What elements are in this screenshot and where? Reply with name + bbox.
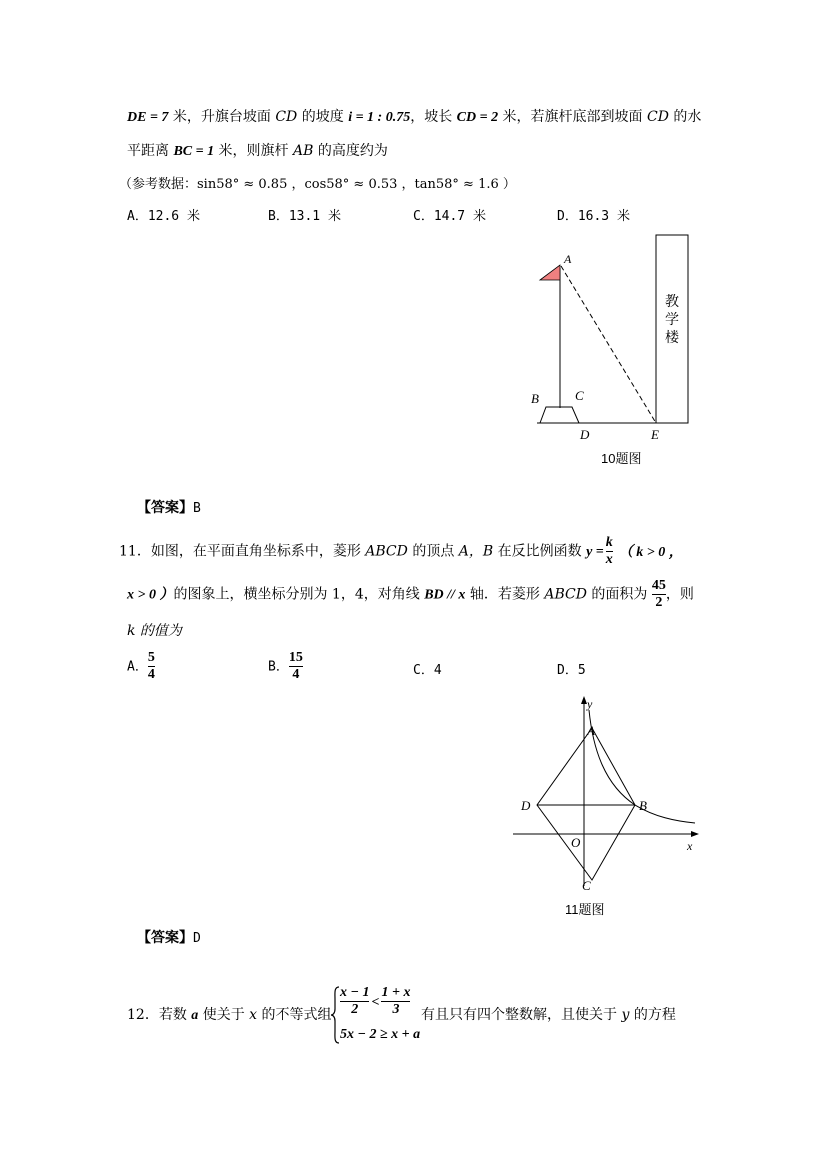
ineq-frac-1 [340, 985, 369, 1018]
answer-value: D [193, 931, 201, 946]
q11-cond-x: x > 0 ） [127, 587, 174, 603]
q11-option-b [268, 650, 303, 683]
frac-den: 2 [655, 595, 663, 610]
label-a: A [587, 723, 595, 738]
q11-area-frac [652, 578, 666, 611]
q12-inequality-system [330, 985, 420, 1045]
x-axis-arrow-icon [691, 831, 699, 837]
q11-text: 11．如图，在平面直角坐标系中，菱形 [119, 543, 366, 560]
q10-text: 米，若旗杆底部到坡面 [498, 109, 648, 125]
q10-cd: CD [647, 109, 669, 125]
figure-10-caption: 10题图 [601, 451, 642, 466]
ineq-frac-2 [381, 985, 410, 1018]
q12-a: a [191, 1008, 199, 1023]
q10-text: 平距离 [127, 143, 174, 159]
q10-reference-data: （参考数据：sin58° ≈ 0.85 ，cos58° ≈ 0.53 ，tan58° ≈ 1.6 ） [119, 177, 516, 192]
label-b: B [531, 391, 539, 406]
q12-ineq-1 [340, 985, 410, 1018]
label-o: O [571, 835, 581, 850]
q10-option-c: C．14.7 米 [413, 209, 486, 224]
q12-y: y [621, 1007, 630, 1023]
q12-line-1-end [421, 1004, 676, 1024]
q11-abcd: ABCD [544, 586, 587, 603]
q11-line-1 [119, 535, 683, 568]
q12-text: 12．若数 [127, 1007, 192, 1023]
answer-label: 【答案】 [137, 930, 193, 946]
q12-text: 的不等式组 [257, 1007, 332, 1023]
q10-de: DE = 7 [127, 110, 169, 125]
q11-cond-k: （ k > 0 ， [618, 544, 683, 560]
q10-cd-length: CD = 2 [456, 110, 499, 125]
q10-ab: AB [293, 143, 314, 159]
option-prefix: A． [127, 659, 148, 675]
frac-num: 5 [147, 650, 155, 665]
label-b: B [639, 798, 647, 813]
q11-figure [505, 690, 705, 920]
label-c: C [575, 388, 584, 403]
answer-value: B [193, 501, 201, 516]
q11-abcd: ABCD [365, 543, 408, 560]
q10-text: 米，升旗台坡面 [168, 109, 276, 125]
q11-text: 的面积为 [586, 586, 652, 603]
q11-text: 的顶点 [407, 543, 459, 560]
q10-text: 的高度约为 [313, 143, 388, 159]
option-prefix: B． [268, 659, 289, 675]
q11-func-y: y = [586, 544, 604, 560]
frac-num: 15 [288, 650, 303, 665]
label-a: A [564, 252, 572, 266]
label-d: D [521, 798, 531, 813]
q10-text: 米，则旗杆 [214, 143, 294, 159]
label-x: x [687, 839, 693, 853]
q12-text: 使关于 [198, 1007, 250, 1023]
q11-line-3: k 的值为 [127, 623, 182, 639]
q11-func-frac [606, 535, 613, 568]
building-label-3: 楼 [665, 330, 679, 346]
label-c: C [582, 878, 591, 893]
q12-text: 有且只有四个整数解，且使关于 [421, 1007, 622, 1023]
q11-ab: A，B [458, 543, 494, 560]
option-frac [289, 650, 303, 683]
q10-figure [520, 228, 700, 473]
q10-text: 的水 [668, 109, 702, 125]
rhombus-abcd [537, 728, 635, 880]
brace-icon [330, 985, 340, 1045]
q10-option-a: A．12.6 米 [127, 209, 200, 224]
q10-cd: CD [275, 109, 298, 125]
q10-line-1 [127, 106, 701, 126]
label-d: D [580, 427, 590, 442]
q12-ineq-2: 5x − 2 ≥ x + a [340, 1027, 421, 1042]
answer-label: 【答案】 [137, 500, 193, 516]
q12-text: 的方程 [629, 1007, 676, 1023]
frac-den: 4 [292, 667, 300, 682]
frac-num: k [605, 535, 613, 550]
q12-line-1-start [127, 1004, 332, 1024]
frac-den: 2 [351, 1002, 359, 1017]
q12-x: x [249, 1007, 258, 1023]
option-frac [148, 650, 155, 683]
q10-slope: i = 1 : 0.75 [348, 110, 411, 125]
q11-bd-parallel: BD // x [424, 587, 466, 603]
q10-answer [137, 497, 201, 517]
q11-text: 轴．若菱形 [465, 586, 545, 603]
frac-num: 45 [651, 578, 666, 593]
q11-option-c: C．4 [413, 663, 442, 678]
q11-text: ，则 [665, 586, 694, 603]
building-label-1: 教 [665, 294, 679, 310]
q10-bc: BC = 1 [173, 144, 215, 159]
frac-num: 1 + x [381, 985, 411, 1000]
flag-icon [540, 265, 560, 280]
q11-option-d: D．5 [557, 663, 586, 678]
q11-text: 的图象上，横坐标分别为 1，4，对角线 [173, 586, 425, 603]
q10-line-2 [127, 140, 388, 160]
q11-answer [137, 927, 201, 947]
platform [540, 407, 579, 423]
q11-text: 在反比例函数 [493, 543, 587, 560]
frac-den: 3 [392, 1002, 400, 1017]
building [656, 235, 688, 423]
q10-option-b: B．13.1 米 [268, 209, 341, 224]
label-y: y [587, 697, 593, 711]
ineq-op: < [371, 994, 380, 1010]
frac-den: x [605, 552, 613, 567]
frac-num: x − 1 [340, 985, 370, 1000]
q10-option-d: D．16.3 米 [557, 209, 630, 224]
q11-line-2 [127, 578, 694, 611]
q10-text: 的坡度 [297, 109, 349, 125]
frac-den: 4 [147, 667, 155, 682]
figure-11-caption: 11题图 [565, 902, 605, 917]
q11-option-a [127, 650, 155, 683]
label-e: E [651, 427, 659, 442]
building-label-2: 学 [665, 312, 679, 328]
q10-text: ，坡长 [410, 109, 457, 125]
